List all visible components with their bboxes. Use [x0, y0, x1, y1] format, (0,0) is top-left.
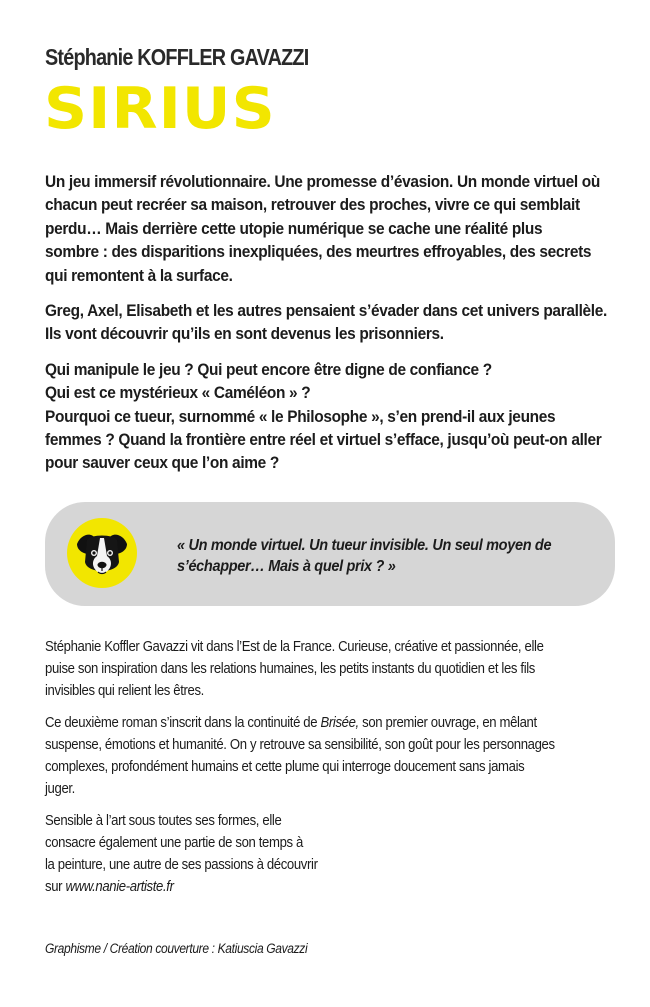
bio-text: sur [45, 879, 66, 895]
bio-line: puise son inspiration dans les relations humaines, les petits instants du quotidien et les fils [45, 661, 536, 677]
bio-paragraph-1 [45, 636, 608, 702]
bio-line: juger. [45, 781, 75, 797]
bio-line [45, 712, 608, 734]
author-bio [45, 636, 608, 908]
previous-book-title: Brisée, [320, 715, 359, 731]
blurb-line: Greg, Axel, Elisabeth et les autres pensaient s’évader dans cet univers parallèle. [45, 301, 607, 321]
bio-paragraph-3 [45, 810, 378, 898]
blurb-paragraph-1 [45, 170, 612, 287]
blurb-line: Pourquoi ce tueur, surnommé « le Philosophe », s’en prend-il aux jeunes [45, 406, 556, 426]
book-title: SIRIUS [44, 76, 276, 142]
quote-line: « Un monde virtuel. Un tueur invisible. Un seul moyen de [177, 537, 552, 554]
bio-line: consacre également une partie de son temps à [45, 835, 303, 851]
blurb-line: femmes ? Quand la frontière entre réel et virtuel s’efface, jusqu’où peut-on aller [45, 430, 602, 450]
blurb-line: chacun peut recréer sa maison, retrouver des proches, vivre ce qui semblait [45, 195, 580, 215]
bio-line: la peinture, une autre de ses passions à découvrir [45, 857, 318, 873]
pull-quote [177, 535, 586, 577]
bio-line: Sensible à l’art sous toutes ses formes, elle [45, 813, 282, 829]
quote-line: s’échapper… Mais à quel prix ? » [177, 558, 396, 575]
website-link: www.nanie-artiste.fr [65, 879, 174, 895]
bio-line: invisibles qui relient les êtres. [45, 683, 204, 699]
bio-text: Ce deuxième roman s’inscrit dans la continuité de [45, 715, 321, 731]
blurb-line: pour sauver ceux que l’on aime ? [45, 453, 280, 473]
bio-line: suspense, émotions et humanité. On y retrouve sa sensibilité, son goût pour les personnages [45, 737, 555, 753]
dog-face-icon [67, 518, 137, 588]
blurb-paragraph-2 [45, 299, 612, 346]
bio-line: Stéphanie Koffler Gavazzi vit dans l’Est de la France. Curieuse, créative et passionnée, elle [45, 639, 544, 655]
bio-paragraph-2 [45, 712, 608, 800]
blurb-line: Qui manipule le jeu ? Qui peut encore être digne de confiance ? [45, 359, 492, 379]
design-credits: Graphisme / Création couverture : Katiuscia Gavazzi [45, 941, 308, 956]
blurb [45, 170, 612, 487]
bio-line [45, 876, 378, 898]
blurb-line: sombre : des disparitions inexpliquées, des meurtres effroyables, des secrets [45, 242, 592, 262]
blurb-paragraph-3 [45, 358, 612, 475]
blurb-line: qui remontent à la surface. [45, 265, 233, 285]
blurb-line: Un jeu immersif révolutionnaire. Une promesse d’évasion. Un monde virtuel où [45, 172, 600, 191]
blurb-line: Ils vont découvrir qu’ils en sont devenus les prisonniers. [45, 324, 444, 344]
blurb-line: Qui est ce mystérieux « Caméléon » ? [45, 383, 311, 403]
blurb-line: perdu… Mais derrière cette utopie numérique se cache une réalité plus [45, 218, 543, 238]
author-name: Stéphanie KOFFLER GAVAZZI [45, 44, 309, 70]
bio-line: complexes, profondément humains et cette plume qui interroge doucement sans jamais [45, 759, 525, 775]
quote-box [45, 502, 615, 606]
bio-text: son premier ouvrage, en mêlant [358, 715, 537, 731]
